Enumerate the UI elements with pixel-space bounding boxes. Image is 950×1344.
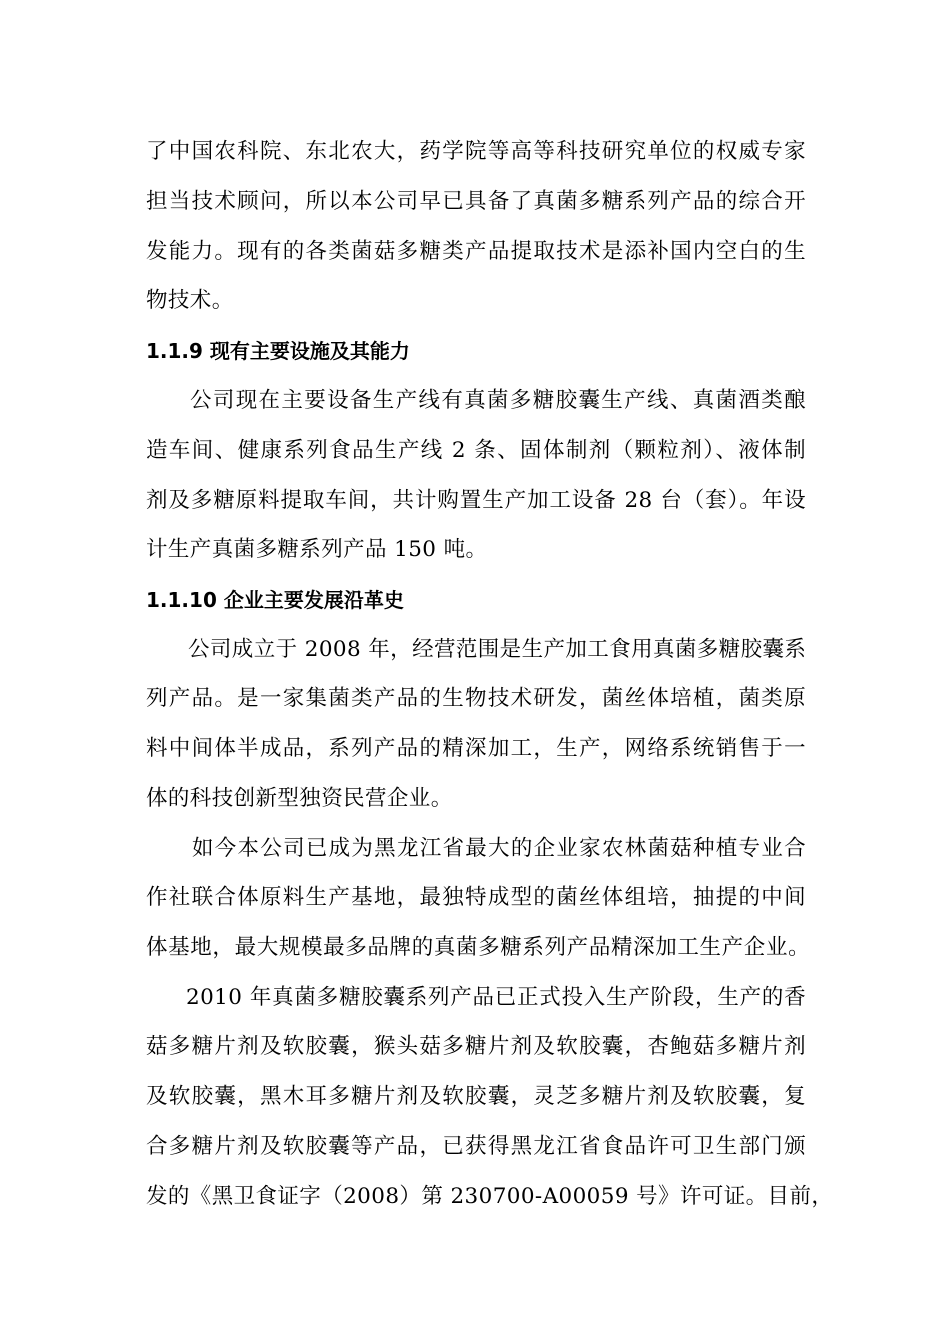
- paragraph-line: 及软胶囊，黑木耳多糖片剂及软胶囊，灵芝多糖片剂及软胶囊，复: [146, 1084, 806, 1109]
- section-heading: 1.1.10 企业主要发展沿革史: [146, 588, 404, 612]
- paragraph-line: 列产品。是一家集菌类产品的生物技术研发，菌丝体培植，菌类原: [146, 686, 806, 711]
- paragraph-line: 剂及多糖原料提取车间，共计购置生产加工设备 28 台（套）。年设: [146, 488, 806, 513]
- paragraph-line: 体基地，最大规模最多品牌的真菌多糖系列产品精深加工生产企业。: [146, 935, 810, 960]
- paragraph-line: 作社联合体原料生产基地，最独特成型的菌丝体组培，抽提的中间: [146, 885, 806, 910]
- paragraph-line: 计生产真菌多糖系列产品 150 吨。: [146, 537, 488, 562]
- paragraph-line: 料中间体半成品，系列产品的精深加工，生产，网络系统销售于一: [146, 736, 806, 761]
- paragraph-line: 公司成立于 2008 年，经营范围是生产加工食用真菌多糖胶囊系: [188, 637, 807, 662]
- paragraph-line: 发能力。现有的各类菌菇多糖类产品提取技术是添补国内空白的生: [146, 239, 806, 264]
- paragraph-line: 担当技术顾问，所以本公司早已具备了真菌多糖系列产品的综合开: [146, 189, 806, 214]
- paragraph-line: 物技术。: [146, 288, 234, 313]
- paragraph-line: 了中国农科院、东北农大，药学院等高等科技研究单位的权威专家: [146, 139, 806, 164]
- paragraph-line: 发的《黑卫食证字（2008）第 230700-A00059 号》许可证。目前，: [146, 1184, 834, 1209]
- paragraph-line: 合多糖片剂及软胶囊等产品，已获得黑龙江省食品许可卫生部门颁: [146, 1134, 806, 1159]
- paragraph-line: 公司现在主要设备生产线有真菌多糖胶囊生产线、真菌酒类酿: [190, 388, 806, 413]
- paragraph-line: 如今本公司已成为黑龙江省最大的企业家农林菌菇种植专业合: [192, 836, 806, 861]
- paragraph-line: 体的科技创新型独资民营企业。: [146, 786, 453, 811]
- paragraph-line: 2010 年真菌多糖胶囊系列产品已正式投入生产阶段，生产的香: [186, 985, 806, 1010]
- section-heading: 1.1.9 现有主要设施及其能力: [146, 339, 410, 363]
- paragraph-line: 菇多糖片剂及软胶囊，猴头菇多糖片剂及软胶囊，杏鲍菇多糖片剂: [146, 1034, 806, 1059]
- paragraph-line: 造车间、健康系列食品生产线 2 条、固体制剂（颗粒剂）、液体制: [146, 438, 806, 463]
